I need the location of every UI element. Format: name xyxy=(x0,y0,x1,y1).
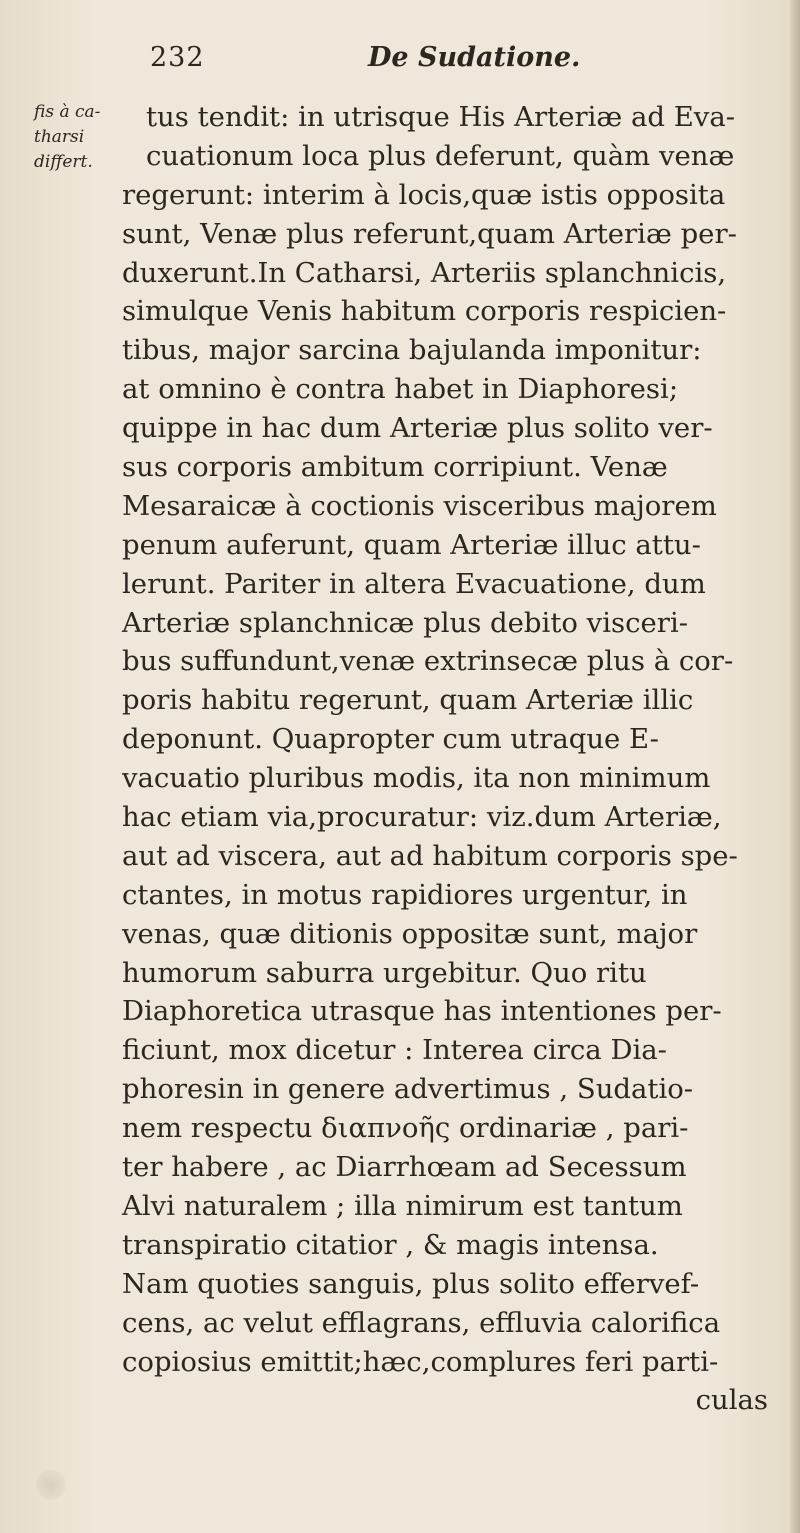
catchword: culas xyxy=(695,1384,768,1417)
text-line: sus corporis ambitum corripiunt. Venæ xyxy=(122,451,668,484)
text-line: Alvi naturalem ; illa nimirum est tantum xyxy=(122,1189,683,1222)
text-line: ficiunt, mox dicetur : Interea circa Dia- xyxy=(122,1034,667,1067)
text-line: venas, quæ ditionis oppositæ sunt, major xyxy=(122,917,698,950)
text-line: regerunt: interim à locis,quæ istis opposita xyxy=(122,178,726,211)
text-line: Arteriæ splanchnicæ plus debito visceri- xyxy=(122,606,689,639)
page-header xyxy=(150,42,780,88)
text-line: Mesaraicæ à coctionis visceribus majorem xyxy=(122,489,717,522)
text-line: Nam quoties sanguis, plus solito effervef- xyxy=(122,1267,700,1300)
text-line: quippe in hac dum Arteriæ plus solito ver- xyxy=(122,412,713,445)
text-line: humorum saburra urgebitur. Quo ritu xyxy=(122,956,647,989)
text-line: transpiratio citatior , & magis intensa. xyxy=(122,1228,659,1261)
text-line: lerunt. Pariter in altera Evacuatione, dum xyxy=(122,567,706,600)
text-line: poris habitu regerunt, quam Arteriæ illic xyxy=(122,684,694,717)
text-line: penum auferunt, quam Arteriæ illuc attu- xyxy=(122,528,701,561)
margin-note-line: differt. xyxy=(34,152,93,172)
text-line: ter habere , ac Diarrhœam ad Secessum xyxy=(122,1151,687,1184)
text-line: aut ad viscera, aut ad habitum corporis spe- xyxy=(122,839,738,872)
text-line: ctantes, in motus rapidiores urgentur, in xyxy=(122,878,688,911)
text-line: hac etiam via,procuratur: viz.dum Arteriæ, xyxy=(122,801,722,834)
text-line: sunt, Venæ plus referunt,quam Arteriæ per- xyxy=(122,217,737,250)
ink-smudge xyxy=(36,1470,66,1500)
text-line: deponunt. Quapropter cum utraque E- xyxy=(122,723,659,756)
text-line: Diaphoretica utrasque has intentiones per- xyxy=(122,995,722,1028)
text-line: at omnino è contra habet in Diaphoresi; xyxy=(122,373,679,406)
text-line: cens, ac velut efflagrans, effluvia calorifica xyxy=(122,1306,721,1339)
text-line: tus tendit: in utrisque His Arteriæ ad Eva- xyxy=(146,101,736,133)
text-line: cuationum loca plus deferunt, quàm venæ xyxy=(146,139,735,172)
margin-note-line: tharsi xyxy=(34,127,85,147)
margin-note-line: fis à ca- xyxy=(34,102,101,122)
page-edge xyxy=(790,0,800,1533)
text-line: vacuatio pluribus modis, ita non minimum xyxy=(122,762,711,795)
text-line: tibus, major sarcina bajulanda imponitur: xyxy=(122,334,702,367)
text-line: nem respectu διαπνοῆς ordinariæ , pari- xyxy=(122,1112,689,1145)
text-line: phoresin in genere advertimus , Sudatio- xyxy=(122,1073,694,1106)
text-line: duxerunt.In Catharsi, Arteriis splanchnicis, xyxy=(122,256,727,289)
text-line: simulque Venis habitum corporis respicien- xyxy=(122,295,727,328)
page-number: 232 xyxy=(150,42,205,73)
text-line: copiosius emittit;hæc,complures feri parti- xyxy=(122,1345,719,1378)
text-line: bus suffundunt,venæ extrinsecæ plus à cor- xyxy=(122,645,734,678)
running-title: De Sudatione. xyxy=(368,42,581,73)
body-text xyxy=(108,98,778,1420)
